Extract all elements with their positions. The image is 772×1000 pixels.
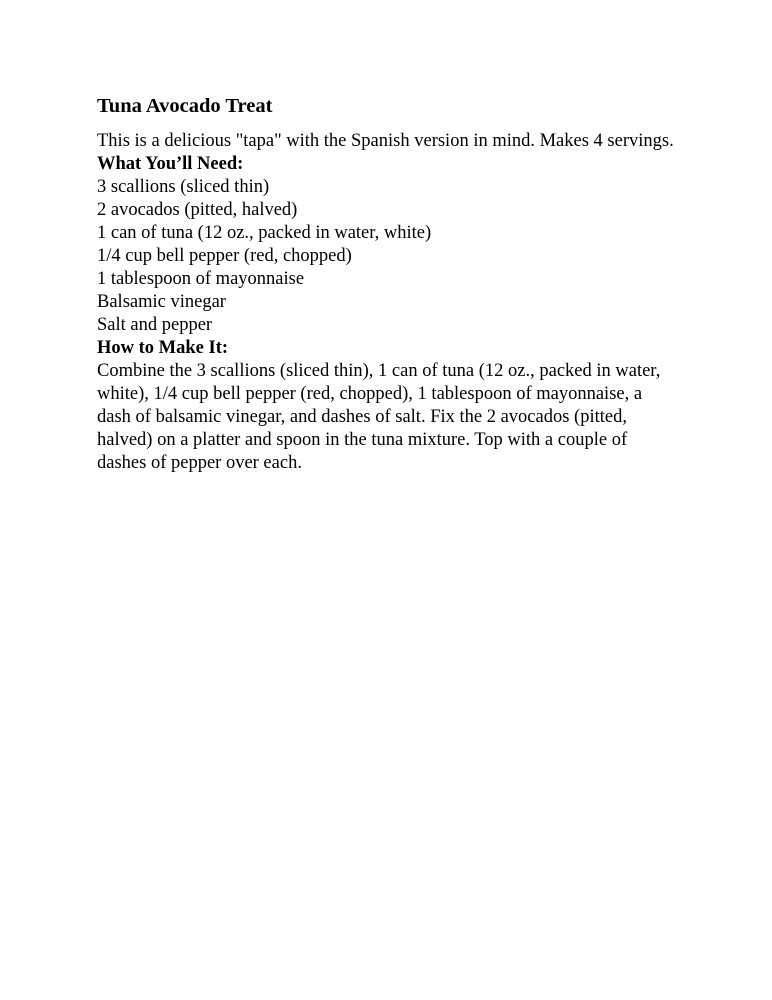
document-page [97, 93, 675, 475]
recipe-title: Tuna Avocado Treat [97, 95, 273, 117]
ingredient-item: 1/4 cup bell pepper (red, chopped) [97, 246, 352, 266]
ingredients-heading: What You’ll Need: [97, 154, 244, 174]
ingredient-item: Balsamic vinegar [97, 292, 226, 312]
ingredient-item: 1 can of tuna (12 oz., packed in water, white) [97, 223, 432, 243]
ingredients-list [97, 176, 675, 337]
instructions-text: Combine the 3 scallions (sliced thin), 1 can of tuna (12 oz., packed in water, white), 1/4 cup bell pepper (red, chopped), 1 tablespoon of mayonnaise, a dash of balsamic vinegar, and dashes of salt. Fix the 2 avocados (pitted, halved) on a platter and spoon in the tuna mixture. Top with a couple of dashes of pepper over each. [97, 361, 661, 473]
recipe-intro: This is a delicious "tapa" with the Spanish version in mind. Makes 4 servings. [97, 131, 674, 151]
ingredient-item: Salt and pepper [97, 315, 213, 335]
ingredient-item: 2 avocados (pitted, halved) [97, 200, 298, 220]
ingredient-item: 1 tablespoon of mayonnaise [97, 269, 305, 289]
instructions-heading: How to Make It: [97, 338, 229, 358]
ingredient-item: 3 scallions (sliced thin) [97, 177, 270, 197]
